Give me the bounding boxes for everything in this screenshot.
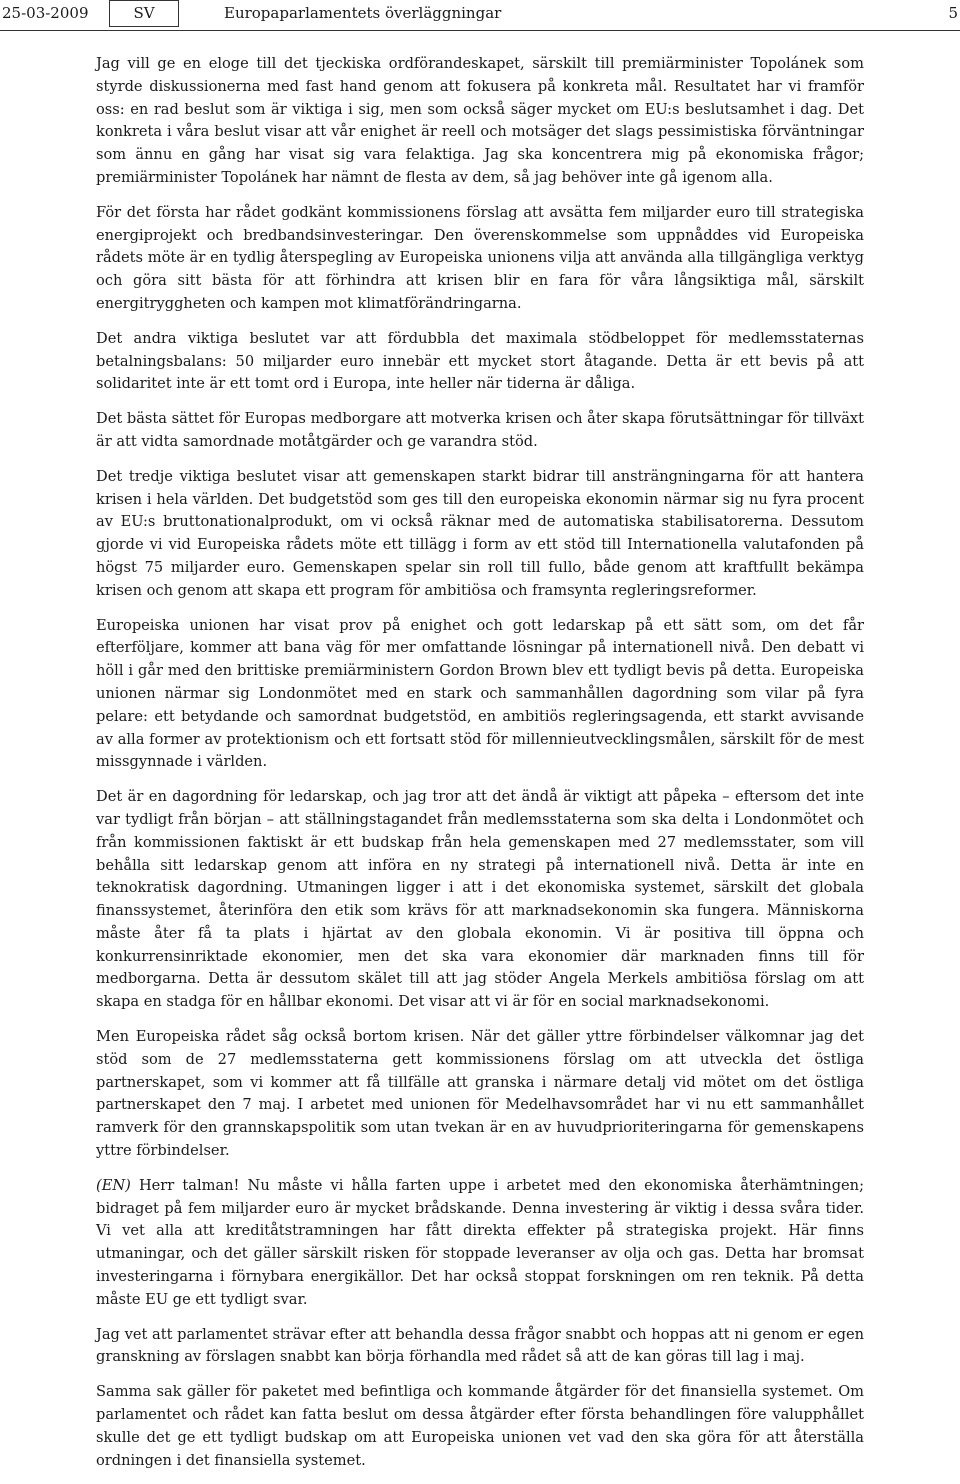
paragraph-text: Jag vet att parlamentet strävar efter att behandla dessa frågor snabbt och hoppas att ni genom er egen granskning av förslagen snabbt kan börja förhandla med rådet så att de kan göras till lag i maj. [96, 1325, 864, 1366]
paragraph [96, 53, 864, 190]
page-number: 5 [948, 4, 958, 22]
paragraph [96, 202, 864, 316]
paragraph [96, 1026, 864, 1163]
paragraph-text: Herr talman! Nu måste vi hålla farten uppe i arbetet med den ekonomiska återhämtningen; bidraget på fem miljarder euro är mycket brådskande. Denna investering är viktig i dessa svåra tider. Vi vet alla att kreditåtstramningen har fått direkta effekter på strategiska projekt. Här finns utmaningar, och det gäller särskilt risken för stoppade leveranser av olja och gas. Detta har bromsat investeringarna i förnybara energikällor. Det har också stoppat forskningen om ren teknik. På detta måste EU ge ett tydligt svar. [96, 1176, 864, 1308]
paragraph-text: Det tredje viktiga beslutet visar att gemenskapen starkt bidrar till ansträngningarna för att hantera krisen i hela världen. Det budgetstöd som ges till den europeiska ekonomin närmar sig nu fyra procent av EU:s bruttonationalprodukt, om vi också räknar med de automatiska stabilisatorerna. Dessutom gjorde vi vid Europeiska rådets möte ett tillägg i form av ett stöd till Internationella valutafonden på högst 75 miljarder euro. Gemenskapen spelar sin roll till fullo, både genom att kraftfullt bekämpa krisen och genom att skapa ett program för ambitiösa och framsynta regleringsreformer. [96, 467, 864, 599]
paragraph-text: För det första har rådet godkänt kommissionens förslag att avsätta fem miljarder euro till strategiska energiprojekt och bredbandsinvesteringar. Den överenskommelse som uppnåddes vid Europeiska rådets möte är en tydlig återspegling av Europeiska unionens vilja att använda alla tillgängliga verktyg och göra sitt bästa för att förhindra att krisen blir en fara för våra långsiktiga mål, särskilt energitryggheten och kampen mot klimatförändringarna. [96, 203, 864, 312]
paragraph [96, 615, 864, 775]
header-date: 25-03-2009 [2, 4, 89, 22]
paragraph [96, 328, 864, 396]
paragraph [96, 408, 864, 454]
paragraph [96, 786, 864, 1014]
paragraph [96, 1175, 864, 1312]
paragraph [96, 1324, 864, 1370]
paragraph-text: Europeiska unionen har visat prov på enighet och gott ledarskap på ett sätt som, om det får efterföljare, kommer att bana väg för mer omfattande lösningar på internationell nivå. Den debatt vi höll i går med den brittiske premiärministern Gordon Brown blev ett tydligt bevis på detta. Europeiska unionen närmar sig Londonmötet med en stark och sammanhållen dagordning som vilar på fyra pelare: ett betydande och samordnat budgetstöd, en ambitiös regleringsagenda, ett starkt avvisande av alla former av protektionism och ett fortsatt stöd för millennieutvecklingsmålen, särskilt för de mest missgynnade i världen. [96, 616, 864, 771]
paragraph-text: Det bästa sättet för Europas medborgare att motverka krisen och åter skapa förutsättningar för tillväxt är att vidta samordnade motåtgärder och ge varandra stöd. [96, 410, 864, 450]
document-body [96, 53, 864, 1484]
header-title: Europaparlamentets överläggningar [224, 4, 502, 22]
paragraph-text: Det är en dagordning för ledarskap, och jag tror att det ändå är viktigt att påpeka – eftersom det inte var tydligt från början – att ställningstagandet från medlemsstaterna som ska delta i Londonmötet och från kommissionen faktiskt är ett budskap från hela gemenskapen med 27 medlemsstater, som vill behålla sitt ledarskap genom att införa en ny strategi på internationell nivå. Detta är inte en teknokratisk dagordning. Utmaningen ligger i att i det ekonomiska systemet, särskilt det globala finanssystemet, återinföra den etik som krävs för att marknadsekonomin ska fungera. Människorna måste åter få ta plats i hjärtat av den globala ekonomin. Vi är positiva till öppna och konkurrensinriktade ekonomier, men det ska vara ekonomier där marknaden finns till för medborgarna. Detta är dessutom skälet till att jag stöder Angela Merkels ambitiösa förslag om att skapa en stadga för en hållbar ekonomi. Det visar att vi är för en social marknadsekonomi. [96, 788, 864, 1011]
paragraph [96, 466, 864, 603]
paragraph-text: Jag vill ge en eloge till det tjeckiska ordförandeskapet, särskilt till premiärminister Topolánek som styrde diskussionerna med fast hand genom att fokusera på konkreta mål. Resultatet har vi framför oss: en rad beslut som är viktiga i sig, men som också säger mycket om EU:s beslutsamhet i dag. Det konkreta i våra beslut visar att vår enighet är reell och motsäger det slags pessimistiska förväntningar som ännu en gång har visat sig vara felaktiga. Jag ska koncentrera mig på ekonomiska frågor; premiärminister Topolánek har nämnt de flesta av dem, så jag behöver inte gå igenom alla. [96, 55, 864, 186]
paragraph-text: Men Europeiska rådet såg också bortom krisen. När det gäller yttre förbindelser välkomnar jag det stöd som de 27 medlemsstaterna gett kommissionens förslag om att utveckla det östliga partnerskapet, som vi kommer att få tillfälle att granska i närmare detalj vid mötet om det östliga partnerskapet den 7 maj. I arbetet med unionen för Medelhavsområdet har vi nu ett sammanhållet ramverk för den grannskapspolitik som utan tvekan är en av huvudprioriteringarna för gemenskapens yttre förbindelser. [96, 1028, 864, 1160]
language-box: SV [109, 0, 179, 27]
paragraph [96, 1381, 864, 1472]
language-marker: (EN) [96, 1176, 131, 1194]
page-header [0, 0, 960, 31]
paragraph-text: Det andra viktiga beslutet var att fördubbla det maximala stödbeloppet för medlemsstaternas betalningsbalans: 50 miljarder euro innebär ett mycket stort åtagande. Detta är ett bevis på att solidaritet inte är ett tomt ord i Europa, inte heller när tiderna är dåliga. [96, 329, 864, 393]
paragraph-text: Samma sak gäller för paketet med befintliga och kommande åtgärder för det finansiella systemet. Om parlamentet och rådet kan fatta beslut om dessa åtgärder efter första behandlingen före valupphållet skulle det ge ett tydligt budskap om att Europeiska unionen vet vad den ska göra för att återställa ordningen i det finansiella systemet. [96, 1383, 864, 1469]
